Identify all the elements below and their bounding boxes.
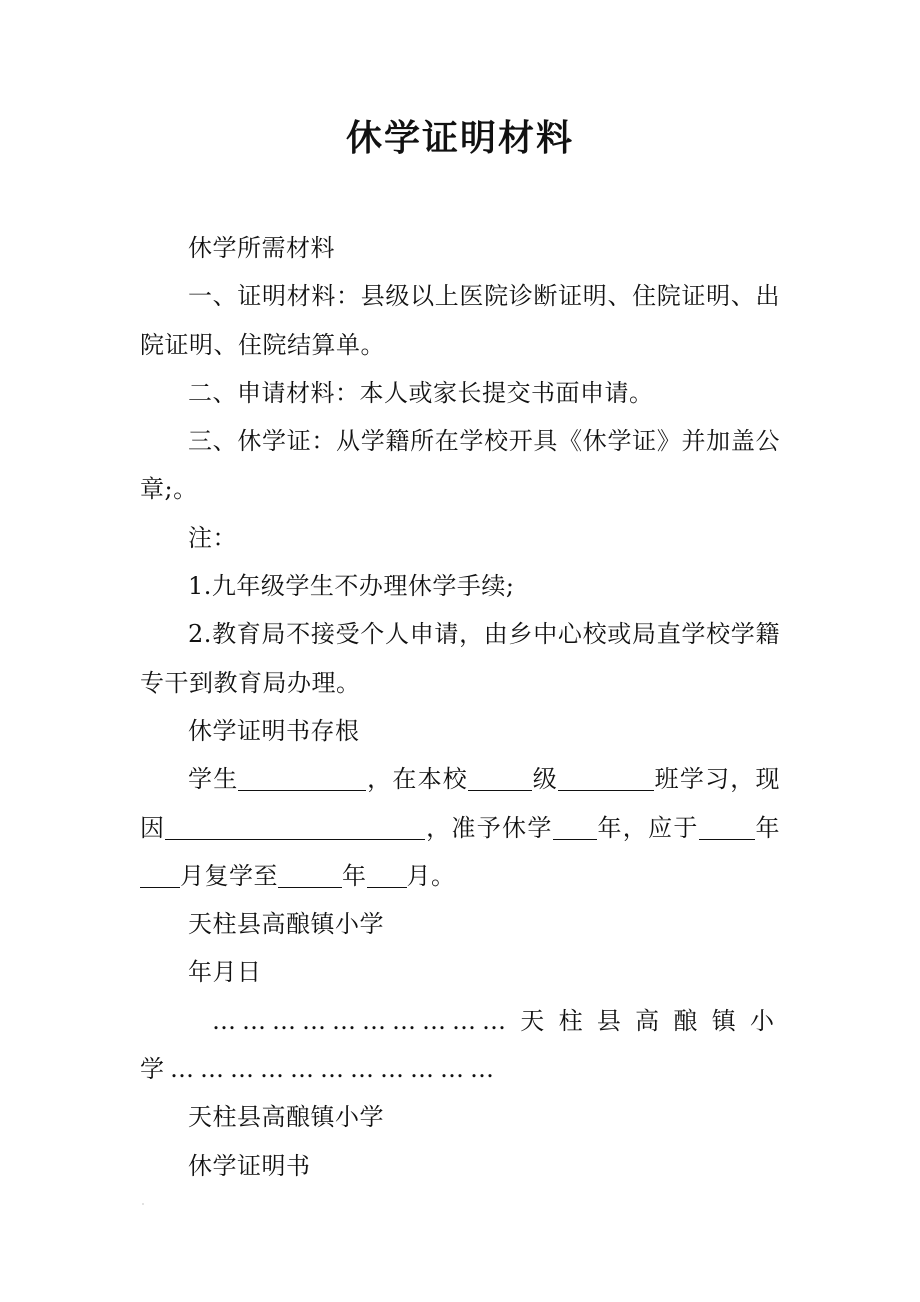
requirement-item-2: 二、申请材料：本人或家长提交书面申请。 (188, 378, 654, 407)
school-name: 天柱县高酿镇小学 (188, 910, 384, 939)
document-body (140, 224, 780, 1190)
stub-form-paragraph (140, 755, 780, 900)
stub-heading: 休学证明书存根 (188, 716, 360, 745)
dotted-separator: …………………………天柱县高酿镇小学…………………………… (140, 1006, 780, 1084)
form-text-at-school: ，在本校 (366, 765, 469, 794)
requirement-item-1: 一、证明材料：县级以上医院诊断证明、住院证明、出院证明、住院结算单。 (140, 282, 780, 359)
form-text-class-study: 班学习，现因 (140, 765, 781, 842)
form-text-month-end: 月。 (406, 861, 456, 890)
form-text-approve: ，准予休学 (425, 813, 553, 842)
certificate-heading: 休学证明书 (188, 1151, 311, 1180)
note-item-1: 1.九年级学生不办理休学手续; (188, 572, 515, 601)
form-text-year-3: 年 (342, 861, 367, 890)
blank-grade[interactable] (468, 766, 532, 791)
school-name-2: 天柱县高酿镇小学 (188, 1103, 384, 1132)
scan-speck (142, 1203, 144, 1205)
blank-class[interactable] (558, 766, 654, 791)
blank-student-name[interactable] (238, 766, 366, 791)
blank-leave-years[interactable] (553, 815, 597, 840)
form-text-grade: 级 (532, 765, 558, 794)
date-line: 年月日 (188, 958, 262, 987)
document-title: 休学证明材料 (345, 117, 574, 159)
blank-end-month[interactable] (367, 863, 407, 888)
note-label: 注： (188, 523, 237, 552)
form-text-year-2: 年 (754, 813, 781, 842)
blank-end-year[interactable] (278, 863, 342, 888)
blank-resume-year[interactable] (699, 815, 755, 840)
form-text-month-resume: 月复学至 (180, 861, 278, 890)
form-text-year-1: 年，应于 (596, 813, 699, 842)
blank-reason[interactable] (165, 815, 425, 840)
requirement-item-3: 三、休学证：从学籍所在学校开具《休学证》并加盖公章;。 (140, 427, 780, 504)
form-text-student: 学生 (188, 765, 239, 794)
section-heading: 休学所需材料 (188, 234, 335, 262)
blank-resume-month[interactable] (140, 863, 180, 888)
note-item-2: 2.教育局不接受个人申请，由乡中心校或局直学校学籍专干到教育局办理。 (140, 620, 780, 697)
